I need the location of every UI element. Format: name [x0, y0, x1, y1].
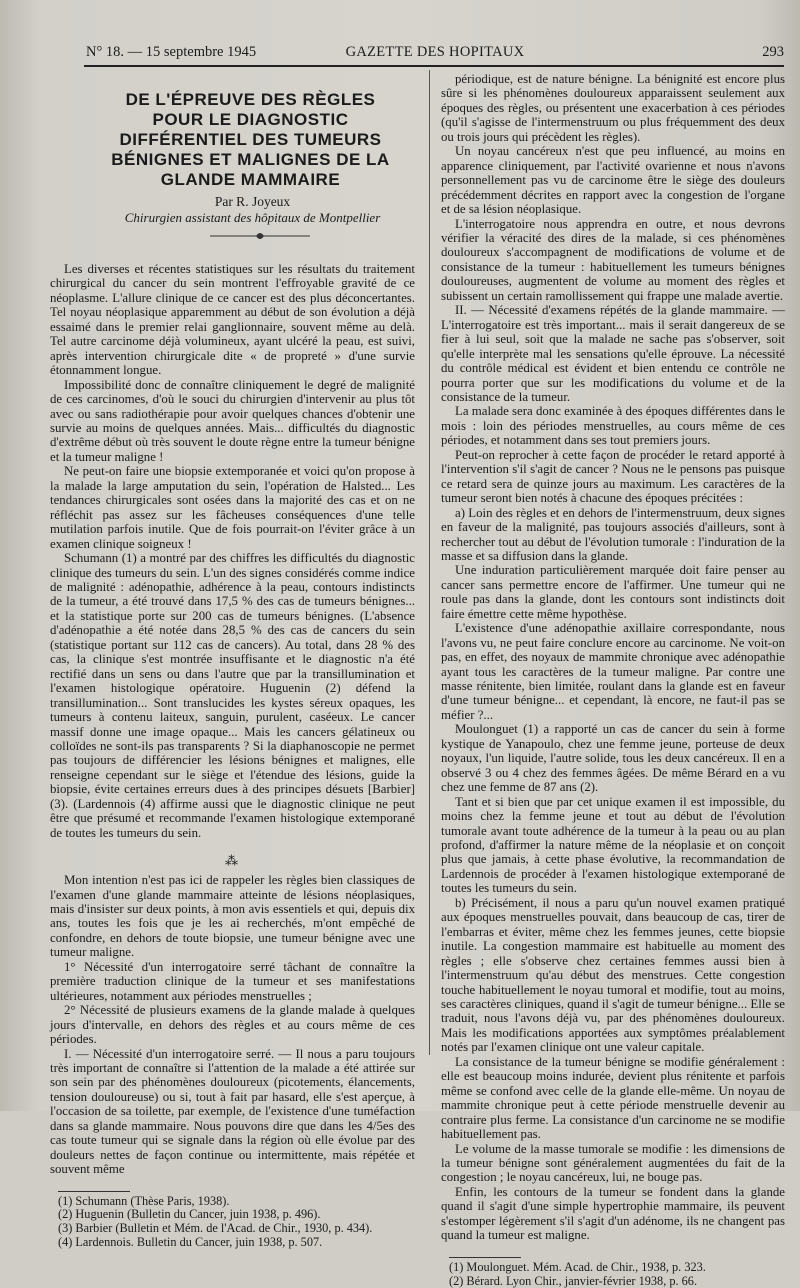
left-body-part-1 — [50, 262, 415, 840]
footnote: (2) Huguenin (Bulletin du Cancer, juin 1938, p. 496). — [50, 1208, 415, 1222]
paragraph: La consistance de la tumeur bénigne se modifie généralement : elle est beaucoup moins indurée, devient plus rénitente et parfois même se confond avec celle de la glande elle-même. Un noyau de mammite chronique peut à cette période menstruelle devenir au contraire plus ferme. La consistance d'un carcinome ne se modifie habituellement pas. — [441, 1055, 785, 1142]
paragraph: Impossibilité donc de connaître cliniquement le degré de malignité de ces carcinomes, d'où le souci du chirurgien d'intervenir au plus tôt avec ou sans radiothérapie pour avoir quelques chances d'obtenir une survie au moins de quelques années. Mais... difficultés du diagnostic d'extrême début où très souvent le doute règne entre la tumeur bénigne et la tumeur maligne ! — [50, 378, 415, 465]
title-ornament-rule — [210, 230, 310, 242]
paragraph: Un noyau cancéreux n'est que peu influencé, au moins en apparence cliniquement, par l'activité ovarienne et nous n'avons personnellement pas vu de carcinome être le siège des douleurs précédemment décrites en rapport avec la congestion de l'organe et de sa lésion néoplasique. — [441, 144, 785, 216]
footnote: (1) Moulonguet. Mém. Acad. de Chir., 1938, p. 323. — [441, 1261, 785, 1275]
paragraph: Schumann (1) a montré par des chiffres les difficultés du diagnostic clinique des tumeurs du sein. L'un des signes considérés comme indice de malignité : adénopathie, adhérence à la peau, contours indistincts de la tumeur, a été trouvé dans 17,5 % des cas de tumeurs bénignes... et la statistique porte sur 200 cas de tumeurs bénignes. (L'absence d'adénopathie a été notée dans 28,5 % des cas de cancers du sein (statistique portant sur 112 cas de cancers). Au total, dans 28 % des cas, la clinique s'est montrée insuffisante et le diagnostic n'a été rectifié dans un sens ou dans l'autre que par la transillumination et l'examen histologique opératoire. Huguenin (2) défend la transillumination... Sont translucides les kystes séreux opaques, les tumeurs à contenu laiteux, sanguin, purulent, caséeux. Le cancer massif donne une image opaque... Mais les cancers gélatineux ou colloïdes ne sont-ils pas transparents ? Si la diaphanoscopie ne permet pas toujours de différencier les lésions bénignes et malignes, elle renseigne cependant sur le siège et l'étendue des lésions, guide la biopsie, évite certaines erreurs dues à des principes désuets [Barbier] (3). (Lardennois (4) affirme aussi que le diagnostic clinique ne peut être que présumé et recommande l'examen histologique extemporané de toutes les tumeurs du sein. — [50, 551, 415, 840]
paragraph: L'interrogatoire nous apprendra en outre, et nous devrons vérifier la véracité des dires de la malade, si ces phénomènes douloureux s'accompagnent de modifications de volume et de consistance de la tumeur : habituellement les tumeurs bénignes douloureuses, augmentent de volume au moment des règles et subissent un certain ramollissement qui frappe une malade avertie. — [441, 217, 785, 304]
article-title — [86, 90, 415, 190]
section-asterism: ⁂ — [50, 854, 415, 867]
paragraph: Le volume de la masse tumorale se modifie : les dimensions de la tumeur bénigne sont généralement augmentées du fait de la congestion ; le noyau cancéreux, lui, ne bouge pas. — [441, 1142, 785, 1185]
paragraph: La malade sera donc examinée à des époques différentes dans le mois : loin des périodes menstruelles, au cours même de ces périodes, et notamment dans ses tout premiers jours. — [441, 404, 785, 447]
left-column — [50, 90, 415, 1250]
paragraph: Peut-on reprocher à cette façon de procéder le retard apporté à l'intervention s'il s'agit de cancer ? Nous ne le pensons pas puisque ce retard sera de quinze jours au maximum. Les caractères de la tumeur seront bien notés à chacune des époques précitées : — [441, 448, 785, 506]
paragraph: Enfin, les contours de la tumeur se fondent dans la glande quand il s'agit d'une simple hypertrophie mammaire, ils peuvent s'estomper légèrement s'il s'agit d'un adénome, ils ne changent pas quand la tumeur est maligne. — [441, 1185, 785, 1243]
column-divider — [429, 70, 430, 1055]
paragraph: a) Loin des règles et en dehors de l'intermenstruum, deux signes en faveur de la malignité, pas toujours associés d'ailleurs, sont à rechercher tout au début de l'évolution tumorale : l'induration de la masse et sa diffusion dans la glande. — [441, 506, 785, 564]
paragraph: b) Précisément, il nous a paru qu'un nouvel examen pratiqué aux époques menstruelles pouvait, dans beaucoup de cas, tirer de l'embarras et éviter, même chez les femmes jeunes, cette biopsie inutile. La congestion mammaire est habituelle au moment des règles ; elle s'observe chez certaines femmes aussi bien à l'intermenstruum qu'au début des menstrues. Cette congestion touche habituellement le noyau tumoral et modifie, tout au moins, ses caractères cliniques, quand il s'agit de tumeur bénigne... Elle se traduit, nous l'avons déjà vu, par des phénomènes douloureux. Mais les modifications apportées aux symptômes préalablement notés par l'examen clinique ont une valeur capitale. — [441, 896, 785, 1055]
journal-title: GAZETTE DES HOPITAUX — [86, 44, 784, 61]
author-affiliation: Chirurgien assistant des hôpitaux de Montpellier — [90, 210, 415, 226]
author-byline: Par R. Joyeux — [90, 194, 415, 210]
header-rule — [84, 65, 784, 67]
running-header — [86, 44, 784, 64]
issue-date: N° 18. — 15 septembre 1945 — [86, 44, 256, 61]
footnote-rule — [58, 1191, 130, 1192]
footnote: (2) Bérard. Lyon Chir., janvier-février 1938, p. 66. — [441, 1275, 785, 1288]
paragraph: Tant et si bien que par cet unique examen il est impossible, du moins chez la femme jeune et tout au début de l'évolution tumorale avant toute adhérence de la tumeur à la peau ou au plan profond, d'affirmer la nature même de la néoplasie et on conçoit plus que jamais, à cette phase évolutive, la recommandation de Lardennois de procéder à l'examen histologique extemporané de toutes les tumeurs du sein. — [441, 795, 785, 896]
paragraph: 1° Nécessité d'un interrogatoire serré tâchant de connaître la première traduction clinique de la tumeur et ses manifestations ultérieures, notamment aux périodes menstruelles ; — [50, 960, 415, 1003]
title-line-1: DE L'ÉPREUVE DES RÈGLES — [86, 90, 415, 110]
paragraph: II. — Nécessité d'examens répétés de la glande mammaire. — L'interrogatoire est très important... mais il serait dangereux de se fier à lui seul, soit que la malade ne sache pas s'observer, soit qu'elle interprète mal les sensations qu'elle éprouve. La nécessité du contrôle médical est évident et bien entendu ce contrôle ne pourra porter que sur les modifications du volume et de la consistance de la tumeur. — [441, 303, 785, 404]
paragraph: 2° Nécessité de plusieurs examens de la glande malade à quelques jours d'intervalle, en dehors des règles et au cours même de ces périodes. — [50, 1003, 415, 1046]
paragraph: périodique, est de nature bénigne. La bénignité est encore plus sûre si les phénomènes douloureux apparaissent seulement aux époques des règles, ou présentent une exacerbation à ces périodes (qu'il s'agisse de l'intermenstruum ou plus fréquemment des deux ou trois jours qui précèdent les règles). — [441, 72, 785, 144]
footnote-rule — [449, 1257, 521, 1258]
footnote: (4) Lardennois. Bulletin du Cancer, juin 1938, p. 507. — [50, 1236, 415, 1250]
paragraph: I. — Nécessité d'un interrogatoire serré. — Il nous a paru toujours très important de connaître si l'attention de la malade a été attirée sur son sein par des phénomènes douloureux (picotements, élancements, tension douloureuse) ou si, tout à fait par hasard, elle s'est aperçue, à l'occasion de sa toilette, par exemple, de l'existence d'une tuméfaction dans sa glande mammaire. Nous pouvons dire que dans les 4/5es des cas toute tumeur qui se signale dans la région où elle évolue par des douleurs nettes de façon continue ou intermittente, mais répétée et souvent même — [50, 1047, 415, 1177]
paragraph: Ne peut-on faire une biopsie extemporanée et voici qu'on propose à la malade la large amputation du sein, l'opération de Halsted... Les tendances chirurgicales sont osées dans la majorité des cas et on ne réfléchit pas assez sur les fâcheuses conséquences d'une telle mutilation parfois inutile. Que de fois pourrait-on l'éviter grâce à un examen clinique soigneux ! — [50, 464, 415, 551]
right-column — [441, 72, 785, 1288]
right-footnotes — [441, 1261, 785, 1288]
title-line-2: POUR LE DIAGNOSTIC DIFFÉRENTIEL DES TUMEURS — [86, 110, 415, 150]
paragraph: Mon intention n'est pas ici de rappeler les règles bien classiques de l'examen d'une glande mammaire atteinte de lésions néoplasiques, mais d'insister sur deux points, à mon avis essentiels et qui, depuis dix ans, toutes les fois que je les ai recherchés, m'ont empêché de confondre, en dehors de toute biopsie, une tumeur bénigne avec une tumeur maligne. — [50, 873, 415, 960]
paragraph: Moulonguet (1) a rapporté un cas de cancer du sein à forme kystique de Yanapoulo, chez une femme jeune, porteuse de deux noyaux, l'un liquide, l'autre solide, tous les deux cancéreux. Il en a observé 3 ou 4 chez des femmes âgées. De même Bérard en a vu chez une femme de 87 ans (2). — [441, 722, 785, 794]
right-body — [441, 72, 785, 1243]
left-body-part-2 — [50, 873, 415, 1177]
footnote: (1) Schumann (Thèse Paris, 1938). — [50, 1195, 415, 1209]
title-line-3: BÉNIGNES ET MALIGNES DE LA GLANDE MAMMAIRE — [86, 150, 415, 190]
page-number: 293 — [762, 44, 784, 61]
footnote: (3) Barbier (Bulletin et Mém. de l'Acad. de Chir., 1930, p. 434). — [50, 1222, 415, 1236]
paragraph: L'existence d'une adénopathie axillaire correspondante, nous l'avons vu, ne peut faire conclure encore au carcinome. Ne voit-on pas, en effet, des noyaux de mammite chronique avec adénopathie ayant tous les caractères de la tumeur maligne. Par contre une masse rénitente, bien limitée, roulant dans la glande est en faveur d'une tumeur bénigne... et cependant, là encore, ne faut-il pas se méfier ?... — [441, 621, 785, 722]
paragraph: Les diverses et récentes statistiques sur les résultats du traitement chirurgical du cancer du sein montrent l'effroyable gravité de ce néoplasme. L'allure clinique de ce cancer est des plus déconcertantes. Tel noyau néoplasique apparemment au début de son évolution a déjà essaimé dans le premier relai ganglionnaire, souvent même au delà. Tel autre carcinome déjà volumineux, ayant ulcéré la peau, est suivi, après intervention chirurgicale dite « de propreté » d'une survie étonnamment longue. — [50, 262, 415, 378]
left-footnotes — [50, 1195, 415, 1250]
paragraph: Une induration particulièrement marquée doit faire penser au cancer sans permettre encore de l'affirmer. Une tumeur qui ne roule pas dans la glande, dont les contours sont indistincts doit faire émettre cette même hypothèse. — [441, 563, 785, 621]
